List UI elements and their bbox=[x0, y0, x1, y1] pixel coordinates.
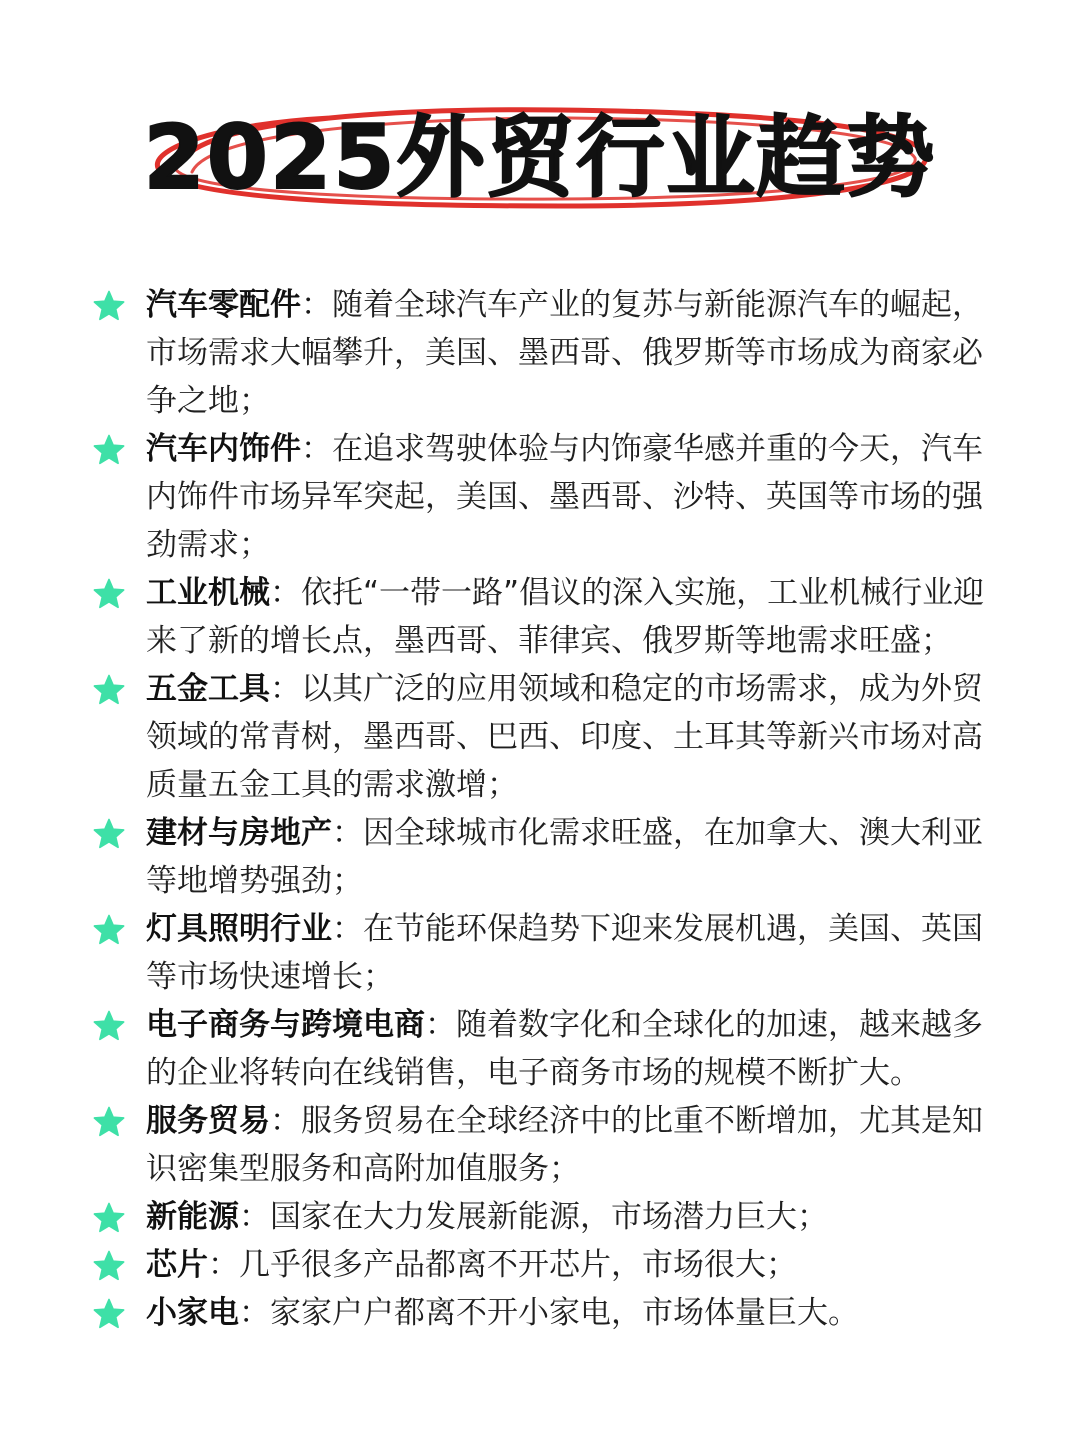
item-term: 灯具照明行业 bbox=[146, 911, 332, 947]
item-separator: ： bbox=[301, 287, 332, 323]
title-area bbox=[0, 92, 1080, 222]
item-description: 依托“一带一路”倡议的深入实施，工业机械行业迎来了新的增长点，墨西哥、菲律宾、俄罗斯等地需求旺盛； bbox=[146, 575, 985, 659]
item-term: 电子商务与跨境电商 bbox=[146, 1007, 425, 1043]
item-separator: ： bbox=[239, 1295, 270, 1331]
star-icon bbox=[92, 1249, 126, 1283]
star-icon bbox=[92, 577, 126, 611]
item-term: 五金工具 bbox=[146, 671, 270, 707]
list-item bbox=[92, 809, 1012, 905]
item-separator: ： bbox=[425, 1007, 456, 1043]
item-term: 汽车内饰件 bbox=[146, 431, 301, 467]
item-term: 服务贸易 bbox=[146, 1103, 270, 1139]
list-item bbox=[92, 1289, 1012, 1337]
list-item bbox=[92, 1241, 1012, 1289]
item-description: 几乎很多产品都离不开芯片，市场很大； bbox=[239, 1247, 797, 1283]
list-item bbox=[92, 1097, 1012, 1193]
list-item bbox=[92, 1001, 1012, 1097]
star-icon bbox=[92, 673, 126, 707]
star-icon bbox=[92, 433, 126, 467]
item-description: 随着全球汽车产业的复苏与新能源汽车的崛起，市场需求大幅攀升，美国、墨西哥、俄罗斯等市场成为商家必争之地； bbox=[146, 287, 983, 419]
list-item bbox=[92, 281, 1012, 425]
item-description: 在追求驾驶体验与内饰豪华感并重的今天，汽车内饰件市场异军突起，美国、墨西哥、沙特、英国等市场的强劲需求； bbox=[146, 431, 983, 563]
item-term: 芯片 bbox=[146, 1247, 208, 1283]
list-item bbox=[92, 905, 1012, 1001]
star-icon bbox=[92, 1009, 126, 1043]
item-description: 家家户户都离不开小家电，市场体量巨大。 bbox=[270, 1295, 859, 1331]
item-description: 在节能环保趋势下迎来发展机遇，美国、英国等市场快速增长； bbox=[146, 911, 983, 995]
list-item bbox=[92, 665, 1012, 809]
item-description: 服务贸易在全球经济中的比重不断增加，尤其是知识密集型服务和高附加值服务； bbox=[146, 1103, 983, 1187]
item-description: 以其广泛的应用领域和稳定的市场需求，成为外贸领域的常青树，墨西哥、巴西、印度、土耳其等新兴市场对高质量五金工具的需求激增； bbox=[146, 671, 983, 803]
trend-list bbox=[92, 281, 1012, 1337]
item-separator: ： bbox=[332, 911, 363, 947]
item-description: 随着数字化和全球化的加速，越来越多的企业将转向在线销售，电子商务市场的规模不断扩大。 bbox=[146, 1007, 983, 1091]
star-icon bbox=[92, 913, 126, 947]
page-title: 2025外贸行业趋势 bbox=[143, 106, 937, 209]
item-term: 新能源 bbox=[146, 1199, 239, 1235]
item-description: 因全球城市化需求旺盛，在加拿大、澳大利亚等地增势强劲； bbox=[146, 815, 983, 899]
list-item bbox=[92, 425, 1012, 569]
item-term: 建材与房地产 bbox=[146, 815, 332, 851]
item-separator: ： bbox=[332, 815, 363, 851]
item-description: 国家在大力发展新能源，市场潜力巨大； bbox=[270, 1199, 828, 1235]
item-separator: ： bbox=[239, 1199, 270, 1235]
item-separator: ： bbox=[208, 1247, 239, 1283]
item-term: 工业机械 bbox=[146, 575, 270, 611]
item-separator: ： bbox=[301, 431, 332, 467]
list-item bbox=[92, 1193, 1012, 1241]
item-separator: ： bbox=[270, 1103, 301, 1139]
star-icon bbox=[92, 1201, 126, 1235]
list-item bbox=[92, 569, 1012, 665]
item-separator: ： bbox=[270, 575, 301, 611]
item-term: 汽车零配件 bbox=[146, 287, 301, 323]
star-icon bbox=[92, 1105, 126, 1139]
star-icon bbox=[92, 1297, 126, 1331]
item-term: 小家电 bbox=[146, 1295, 239, 1331]
star-icon bbox=[92, 289, 126, 323]
star-icon bbox=[92, 817, 126, 851]
item-separator: ： bbox=[270, 671, 301, 707]
